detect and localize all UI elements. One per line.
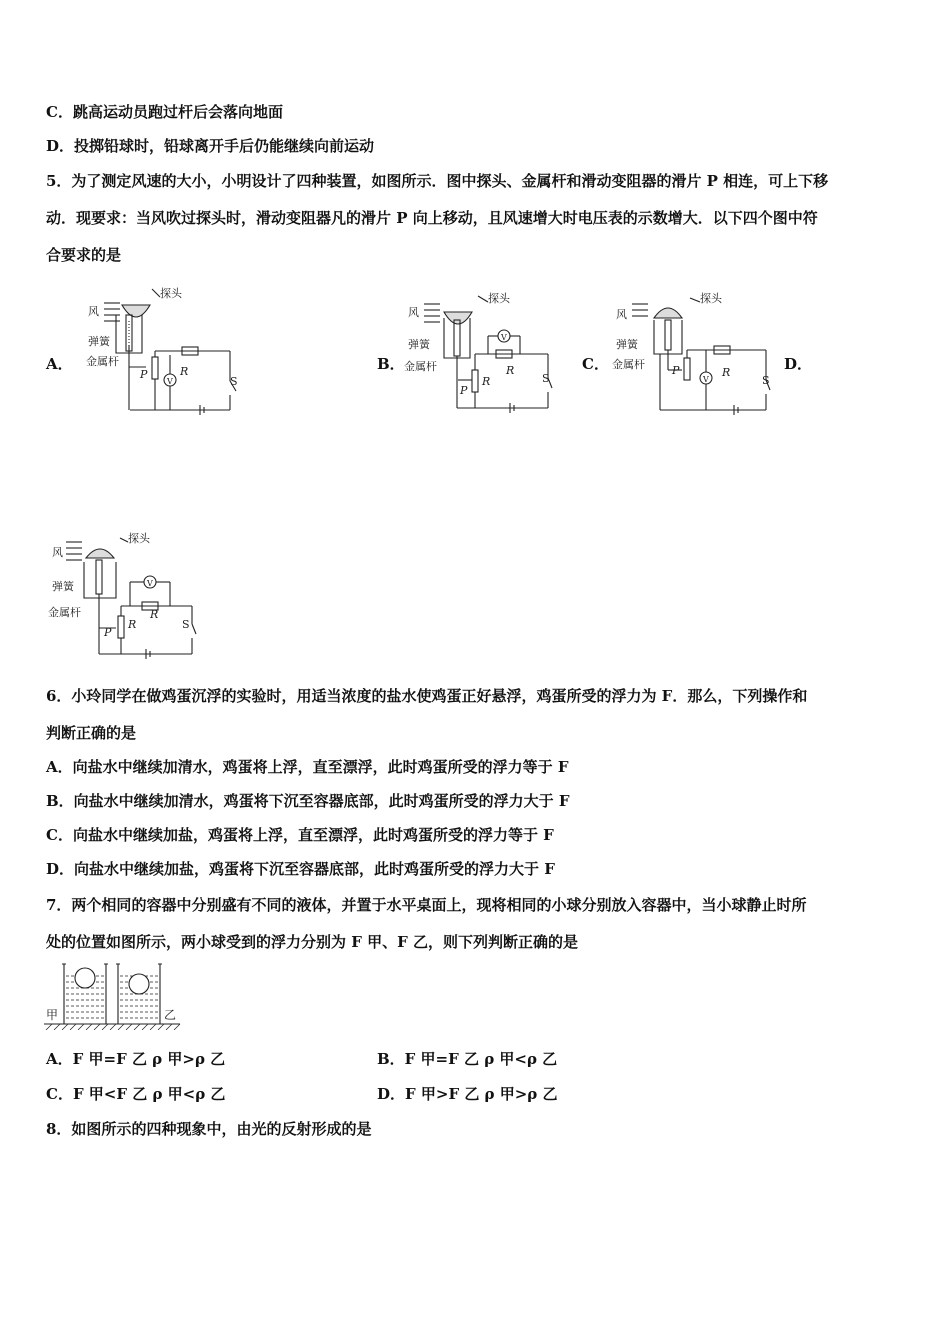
svg-text:R: R xyxy=(722,366,731,379)
q6-option-c: C．向盐水中继续加盐，鸡蛋将上浮，直至漂浮，此时鸡蛋所受的浮力等于 F xyxy=(46,826,554,844)
svg-text:S: S xyxy=(230,375,238,388)
svg-text:R: R xyxy=(180,365,189,378)
svg-text:P: P xyxy=(672,364,680,377)
svg-text:金属杆: 金属杆 xyxy=(404,360,437,373)
q5-figure-b xyxy=(402,290,562,424)
q5-stem-line2: 动．现要求：当风吹过探头时，滑动变阻器凡的滑片 P 向上移动，且风速增大时电压表的示数增大．以下四个图中符 xyxy=(46,209,818,227)
svg-text:弹簧: 弹簧 xyxy=(616,338,638,351)
container-yi-label: 乙 xyxy=(164,1008,177,1022)
q5-label-c: C． xyxy=(582,355,609,373)
q5-label-b: B． xyxy=(377,355,405,373)
q5-stem-line1: 5．为了测定风速的大小，小明设计了四种装置，如图所示．图中探头、金属杆和滑动变阻器的滑片 P 相连，可上下移 xyxy=(46,172,829,190)
q6-option-a: A．向盐水中继续加清水，鸡蛋将上浮，直至漂浮，此时鸡蛋所受的浮力等于 F xyxy=(46,758,569,776)
svg-text:S: S xyxy=(542,372,550,385)
svg-text:P: P xyxy=(140,368,148,381)
q5-label-a: A． xyxy=(46,355,73,373)
q8-stem-line1: 8．如图所示的四种现象中，由光的反射形成的是 xyxy=(46,1120,372,1138)
probe-label: 探头 xyxy=(160,287,182,300)
svg-text:S: S xyxy=(182,618,190,631)
q7-stem-line2: 处的位置如图所示，两小球受到的浮力分别为 F 甲、F 乙，则下列判断正确的是 xyxy=(46,933,578,951)
q6-stem-line2: 判断正确的是 xyxy=(46,724,137,742)
q5-figure-a xyxy=(82,285,242,419)
svg-text:P: P xyxy=(460,384,468,397)
q6-option-b: B．向盐水中继续加清水，鸡蛋将下沉至容器底部，此时鸡蛋所受的浮力大于 F xyxy=(46,792,570,810)
svg-text:S: S xyxy=(762,374,770,387)
q7-stem-line1: 7．两个相同的容器中分别盛有不同的液体，并置于水平桌面上，现将相同的小球分别放入容器中，当小球静止时所 xyxy=(46,896,807,914)
svg-text:风: 风 xyxy=(616,308,627,321)
svg-text:R: R xyxy=(128,618,137,631)
q7-option-b: B．F 甲=F 乙 ρ 甲<ρ 乙 xyxy=(377,1050,558,1068)
svg-text:R: R xyxy=(506,364,515,377)
wind-label: 风 xyxy=(88,305,99,318)
svg-text:探头: 探头 xyxy=(488,292,510,305)
q5-figure-c xyxy=(610,288,780,422)
svg-text:V: V xyxy=(167,377,173,386)
svg-text:风: 风 xyxy=(408,306,419,319)
svg-text:探头: 探头 xyxy=(700,292,722,305)
rod-label: 金属杆 xyxy=(86,355,119,368)
q7-option-a: A．F 甲=F 乙 ρ 甲>ρ 乙 xyxy=(46,1050,226,1068)
svg-text:R: R xyxy=(150,608,159,621)
svg-text:P: P xyxy=(104,626,112,639)
svg-text:V: V xyxy=(147,579,153,588)
q7-option-d: D．F 甲>F 乙 ρ 甲>ρ 乙 xyxy=(377,1085,558,1103)
svg-text:V: V xyxy=(501,333,507,342)
svg-text:金属杆: 金属杆 xyxy=(612,358,645,371)
q5-figure-d xyxy=(46,528,216,668)
q5-stem-line3: 合要求的是 xyxy=(46,246,122,264)
q5-label-d: D． xyxy=(784,355,813,373)
svg-text:弹簧: 弹簧 xyxy=(408,338,430,351)
q7-option-c: C．F 甲<F 乙 ρ 甲<ρ 乙 xyxy=(46,1085,226,1103)
q6-option-d: D．向盐水中继续加盐，鸡蛋将下沉至容器底部，此时鸡蛋所受的浮力大于 F xyxy=(46,860,555,878)
svg-text:R: R xyxy=(482,375,491,388)
svg-text:探头: 探头 xyxy=(128,532,150,545)
q7-figure-containers xyxy=(44,958,184,1034)
svg-text:弹簧: 弹簧 xyxy=(52,580,74,593)
svg-text:金属杆: 金属杆 xyxy=(48,606,81,619)
container-jia-label: 甲 xyxy=(46,1008,59,1022)
svg-text:V: V xyxy=(703,375,709,384)
q6-stem-line1: 6．小玲同学在做鸡蛋沉浮的实验时，用适当浓度的盐水使鸡蛋正好悬浮，鸡蛋所受的浮力为 F．那么，下列操作和 xyxy=(46,687,808,705)
q4-option-c: C．跳高运动员跑过杆后会落向地面 xyxy=(46,103,283,121)
spring-label: 弹簧 xyxy=(88,335,110,348)
q4-option-d: D．投掷铅球时，铅球离开手后仍能继续向前运动 xyxy=(46,137,375,155)
svg-text:风: 风 xyxy=(52,546,63,559)
